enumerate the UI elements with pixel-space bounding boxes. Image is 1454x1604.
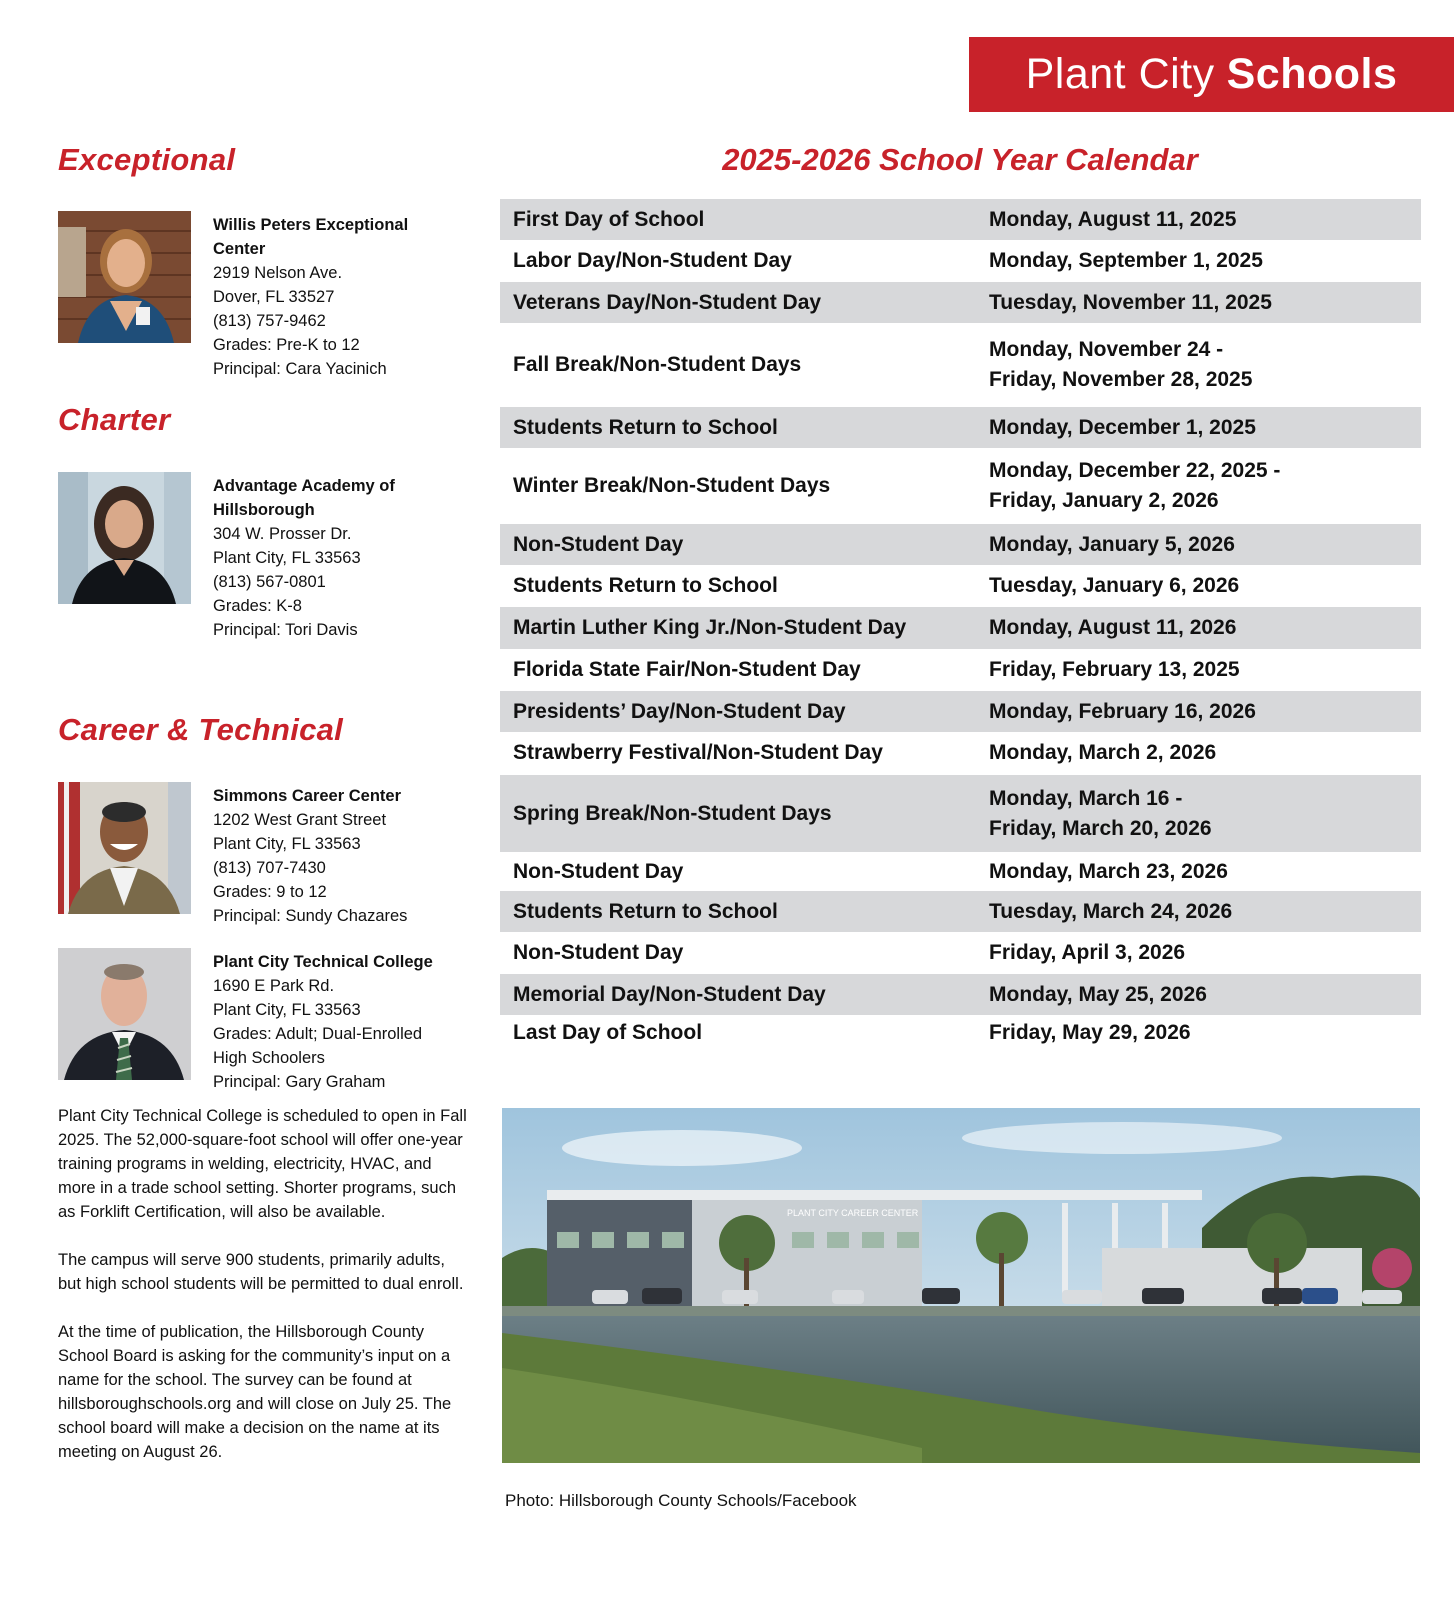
school-grades: Grades: K-8 (213, 597, 302, 615)
calendar-event: Students Return to School (513, 574, 778, 597)
school-city: Plant City, FL 33563 (213, 1001, 361, 1019)
calendar-date: Tuesday, January 6, 2026 (989, 574, 1240, 597)
school-phone: (813) 757-9462 (213, 312, 326, 330)
school-city: Dover, FL 33527 (213, 288, 335, 306)
calendar-row (500, 932, 1421, 974)
calendar-date: Monday, August 11, 2026 (989, 616, 1237, 639)
calendar-row (500, 891, 1421, 932)
heading-career: Career & Technical (58, 712, 344, 747)
calendar-row (500, 649, 1421, 691)
calendar-date: Monday, August 11, 2025 (989, 207, 1237, 231)
career-center-photo (502, 1108, 1420, 1463)
calendar-event: Labor Day/Non-Student Day (513, 249, 792, 272)
school-photo-advantage-academy (58, 472, 191, 604)
school-grades: Grades: 9 to 12 (213, 883, 327, 901)
calendar-event: Strawberry Festival/Non-Student Day (513, 740, 883, 764)
calendar-event: Students Return to School (513, 415, 778, 439)
calendar-row (500, 282, 1421, 323)
calendar-date: Monday, March 23, 2026 (989, 859, 1228, 883)
description-paragraph: The campus will serve 900 students, primarily adults, but high school students will be permitted to dual enroll. (58, 1251, 464, 1293)
school-principal: Principal: Sundy Chazares (213, 907, 408, 925)
calendar-date: Monday, November 24 - Friday, November 28, 2025 (989, 338, 1253, 391)
school-name: Advantage Academy of Hillsborough (213, 477, 395, 519)
building-sign: PLANT CITY CAREER CENTER (787, 1208, 919, 1218)
calendar-event: Non-Student Day (513, 532, 684, 556)
school-address: 1690 E Park Rd. (213, 977, 335, 995)
calendar-event: First Day of School (513, 207, 705, 231)
school-principal: Principal: Cara Yacinich (213, 360, 387, 378)
calendar-event: Students Return to School (513, 899, 778, 923)
school-principal: Principal: Tori Davis (213, 621, 358, 639)
calendar-date: Monday, May 25, 2026 (989, 982, 1207, 1006)
school-info-plant-city-tech (213, 950, 463, 1094)
school-address: 2919 Nelson Ave. (213, 264, 343, 282)
school-principal: Principal: Gary Graham (213, 1073, 386, 1091)
banner-light-text: Plant City (1025, 50, 1215, 98)
calendar-date: Monday, December 22, 2025 - Friday, January 2, 2026 (989, 459, 1281, 512)
calendar-date: Tuesday, November 11, 2025 (989, 290, 1272, 314)
calendar-row (500, 565, 1421, 607)
calendar-event: Non-Student Day (513, 859, 684, 883)
school-phone: (813) 707-7430 (213, 859, 326, 877)
calendar-date: Monday, December 1, 2025 (989, 415, 1256, 439)
header-banner (969, 37, 1454, 112)
school-address: 1202 West Grant Street (213, 811, 387, 829)
school-info-willis-peters (213, 213, 463, 381)
school-info-advantage-academy (213, 474, 463, 642)
school-grades-cont: High Schoolers (213, 1049, 325, 1067)
calendar-row (500, 240, 1421, 282)
school-address: 304 W. Prosser Dr. (213, 525, 352, 543)
school-info-simmons (213, 784, 463, 928)
calendar-event: Florida State Fair/Non-Student Day (513, 658, 861, 681)
calendar-row (500, 852, 1421, 891)
calendar-row (500, 199, 1421, 240)
calendar-date: Tuesday, March 24, 2026 (989, 899, 1233, 923)
calendar-row (500, 1015, 1421, 1051)
calendar-event: Veterans Day/Non-Student Day (513, 290, 822, 314)
calendar-event: Last Day of School (513, 1021, 703, 1044)
school-photo-simmons (58, 782, 191, 914)
school-grades: Grades: Adult; Dual-Enrolled (213, 1025, 423, 1043)
school-city: Plant City, FL 33563 (213, 835, 361, 853)
calendar-date: Monday, September 1, 2025 (989, 249, 1263, 272)
school-photo-willis-peters (58, 211, 191, 343)
school-name: Plant City Technical College (213, 953, 433, 971)
calendar-title: 2025-2026 School Year Calendar (722, 142, 1198, 177)
calendar-date: Friday, April 3, 2026 (989, 941, 1186, 964)
school-name: Simmons Career Center (213, 787, 401, 805)
calendar-date: Friday, May 29, 2026 (989, 1021, 1191, 1044)
calendar-row (500, 407, 1421, 448)
calendar-event: Fall Break/Non-Student Days (513, 353, 802, 376)
calendar-row (500, 448, 1421, 524)
calendar-event: Spring Break/Non-Student Days (513, 801, 832, 825)
calendar-event: Presidents’ Day/Non-Student Day (513, 699, 846, 723)
school-name: Willis Peters Exceptional Center (213, 216, 409, 258)
calendar-row (500, 775, 1421, 852)
description-paragraph: At the time of publication, the Hillsborough County School Board is asking for the community’s input on a name for the school. The survey can be found at hillsboroughschools.org and will close on July 25. The school board will make a decision on the name at its meeting on August 26. (58, 1323, 452, 1461)
calendar-event: Memorial Day/Non-Student Day (513, 982, 826, 1006)
calendar-row (500, 323, 1421, 407)
school-calendar-table (500, 199, 1421, 1051)
calendar-row (500, 974, 1421, 1015)
description-paragraph: Plant City Technical College is scheduled to open in Fall 2025. The 52,000-square-foot school will offer one-year training programs in welding, electricity, HVAC, and more in a trade school setting. Shorter programs, such as Forklift Certification, will also be available. (58, 1107, 467, 1221)
calendar-date: Monday, January 5, 2026 (989, 532, 1235, 556)
calendar-date: Friday, February 13, 2025 (989, 658, 1240, 681)
school-photo-plant-city-tech (58, 948, 191, 1080)
school-phone: (813) 567-0801 (213, 573, 326, 591)
calendar-event: Non-Student Day (513, 941, 684, 964)
calendar-row (500, 607, 1421, 649)
school-city: Plant City, FL 33563 (213, 549, 361, 567)
calendar-row (500, 732, 1421, 773)
calendar-event: Winter Break/Non-Student Days (513, 474, 831, 497)
calendar-row (500, 691, 1421, 732)
school-grades: Grades: Pre-K to 12 (213, 336, 360, 354)
heading-exceptional: Exceptional (58, 142, 236, 177)
calendar-event: Martin Luther King Jr./Non-Student Day (513, 616, 907, 639)
tech-college-description (58, 1104, 468, 1488)
calendar-date: Monday, March 2, 2026 (989, 740, 1217, 764)
calendar-date: Monday, March 16 - Friday, March 20, 2026 (989, 786, 1212, 840)
calendar-row (500, 524, 1421, 565)
banner-bold-text: Schools (1226, 50, 1398, 98)
heading-charter: Charter (58, 402, 171, 437)
calendar-date: Monday, February 16, 2026 (989, 699, 1256, 723)
photo-caption: Photo: Hillsborough County Schools/Facebook (505, 1491, 857, 1510)
